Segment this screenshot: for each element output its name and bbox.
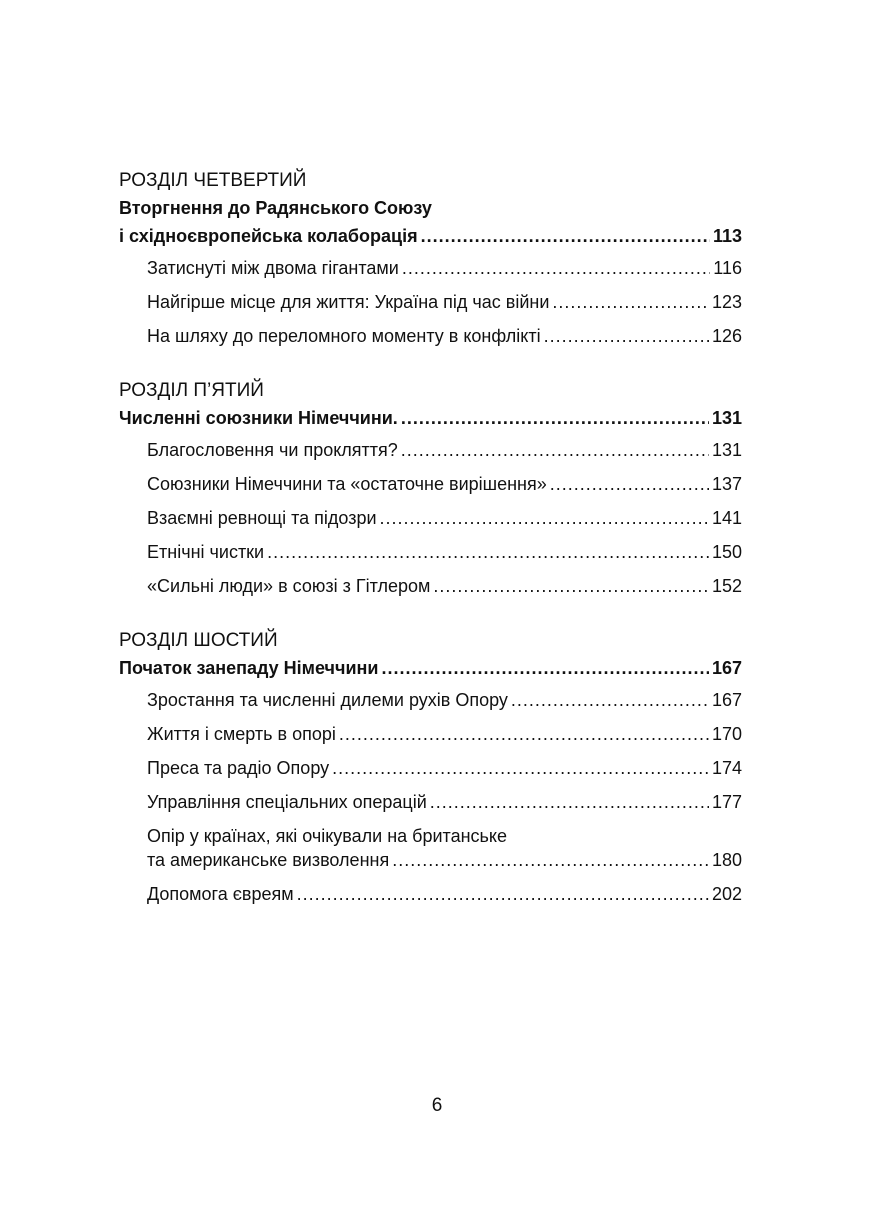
entry-title: Затиснуті між двома гігантами <box>147 258 399 278</box>
dot-leader <box>392 848 709 872</box>
toc-entry[interactable] <box>119 688 742 712</box>
section-label: РОЗДІЛ ЧЕТВЕРТИЙ <box>119 170 307 191</box>
toc-entry[interactable] <box>119 722 742 746</box>
entry-page: 141 <box>711 508 742 528</box>
entry-page: 152 <box>711 576 742 596</box>
chapter-title[interactable] <box>119 404 742 432</box>
dot-leader <box>433 574 709 598</box>
dot-leader <box>430 790 709 814</box>
entry-title: Управління спеціальних операцій <box>147 792 427 812</box>
chapter-title-text: Початок занепаду Німеччини <box>119 658 379 678</box>
entry-title: Допомога євреям <box>147 884 294 904</box>
section-4 <box>119 168 742 348</box>
entry-title: На шляху до переломного моменту в конфлікті <box>147 326 541 346</box>
dot-leader <box>401 404 709 432</box>
entry-page: 174 <box>711 758 742 778</box>
entry-title: Зростання та численні дилеми рухів Опору <box>147 690 508 710</box>
entry-title: Життя і смерть в опорі <box>147 724 336 744</box>
toc-entry[interactable] <box>119 438 742 462</box>
dot-leader <box>401 438 709 462</box>
entry-page: 137 <box>711 474 742 494</box>
toc-entry[interactable] <box>119 506 742 530</box>
dot-leader <box>402 256 710 280</box>
entry-page: 123 <box>711 292 742 312</box>
toc-entry[interactable] <box>119 790 742 814</box>
entry-title: Етнічні чистки <box>147 542 265 562</box>
dot-leader <box>511 688 709 712</box>
toc-entry[interactable] <box>119 882 742 906</box>
entry-page: 167 <box>711 690 742 710</box>
section-label: РОЗДІЛ ШОСТИЙ <box>119 630 278 651</box>
dot-leader <box>421 222 710 250</box>
toc-entry[interactable] <box>119 472 742 496</box>
dot-leader <box>550 472 709 496</box>
dot-leader <box>380 506 709 530</box>
toc-entry[interactable] <box>119 324 742 348</box>
dot-leader <box>267 540 709 564</box>
entry-title: Преса та радіо Опору <box>147 758 330 778</box>
section-label: РОЗДІЛ П’ЯТИЙ <box>119 380 264 401</box>
entry-page: 126 <box>711 326 742 346</box>
chapter-title-text: і східноєвропейська колаборація <box>119 226 418 246</box>
dot-leader <box>297 882 709 906</box>
chapter-title-text: Численні союзники Німеччини. <box>119 408 398 428</box>
entry-page: 180 <box>711 850 742 870</box>
entry-title-line: Опір у країнах, які очікували на британське <box>147 826 508 846</box>
dot-leader <box>381 654 709 682</box>
chapter-row <box>119 654 742 682</box>
table-of-contents <box>119 168 742 936</box>
dot-leader <box>339 722 709 746</box>
entry-page: 170 <box>711 724 742 744</box>
chapter-page: 131 <box>711 408 742 428</box>
entry-page: 131 <box>711 440 742 460</box>
chapter-row <box>119 404 742 432</box>
chapter-row <box>119 222 742 250</box>
entry-page: 202 <box>711 884 742 904</box>
toc-entry[interactable] <box>119 756 742 780</box>
chapter-title[interactable] <box>119 654 742 682</box>
chapter-title-line: Вторгнення до Радянського Союзу <box>119 198 432 218</box>
entry-page: 150 <box>711 542 742 562</box>
entry-title: «Сильні люди» в союзі з Гітлером <box>147 576 431 596</box>
dot-leader <box>332 756 709 780</box>
entry-title: Благословення чи прокляття? <box>147 440 398 460</box>
toc-entry[interactable] <box>119 290 742 314</box>
entry-title: Найгірше місце для життя: Україна під час війни <box>147 292 550 312</box>
entry-page: 116 <box>713 258 742 278</box>
toc-entry[interactable] <box>119 256 742 280</box>
section-5 <box>119 378 742 598</box>
chapter-page: 167 <box>711 658 742 678</box>
toc-entry[interactable] <box>119 540 742 564</box>
dot-leader <box>552 290 709 314</box>
toc-entry[interactable] <box>119 574 742 598</box>
toc-entry[interactable] <box>119 824 742 872</box>
entry-title: та американське визволення <box>147 850 390 870</box>
entry-title: Взаємні ревнощі та підозри <box>147 508 377 528</box>
section-6 <box>119 628 742 906</box>
entry-title: Союзники Німеччини та «остаточне вирішення» <box>147 474 547 494</box>
entry-page: 177 <box>711 792 742 812</box>
chapter-title[interactable] <box>119 194 742 250</box>
page-number: 6 <box>431 1095 443 1116</box>
chapter-page: 113 <box>712 226 742 246</box>
dot-leader <box>544 324 709 348</box>
